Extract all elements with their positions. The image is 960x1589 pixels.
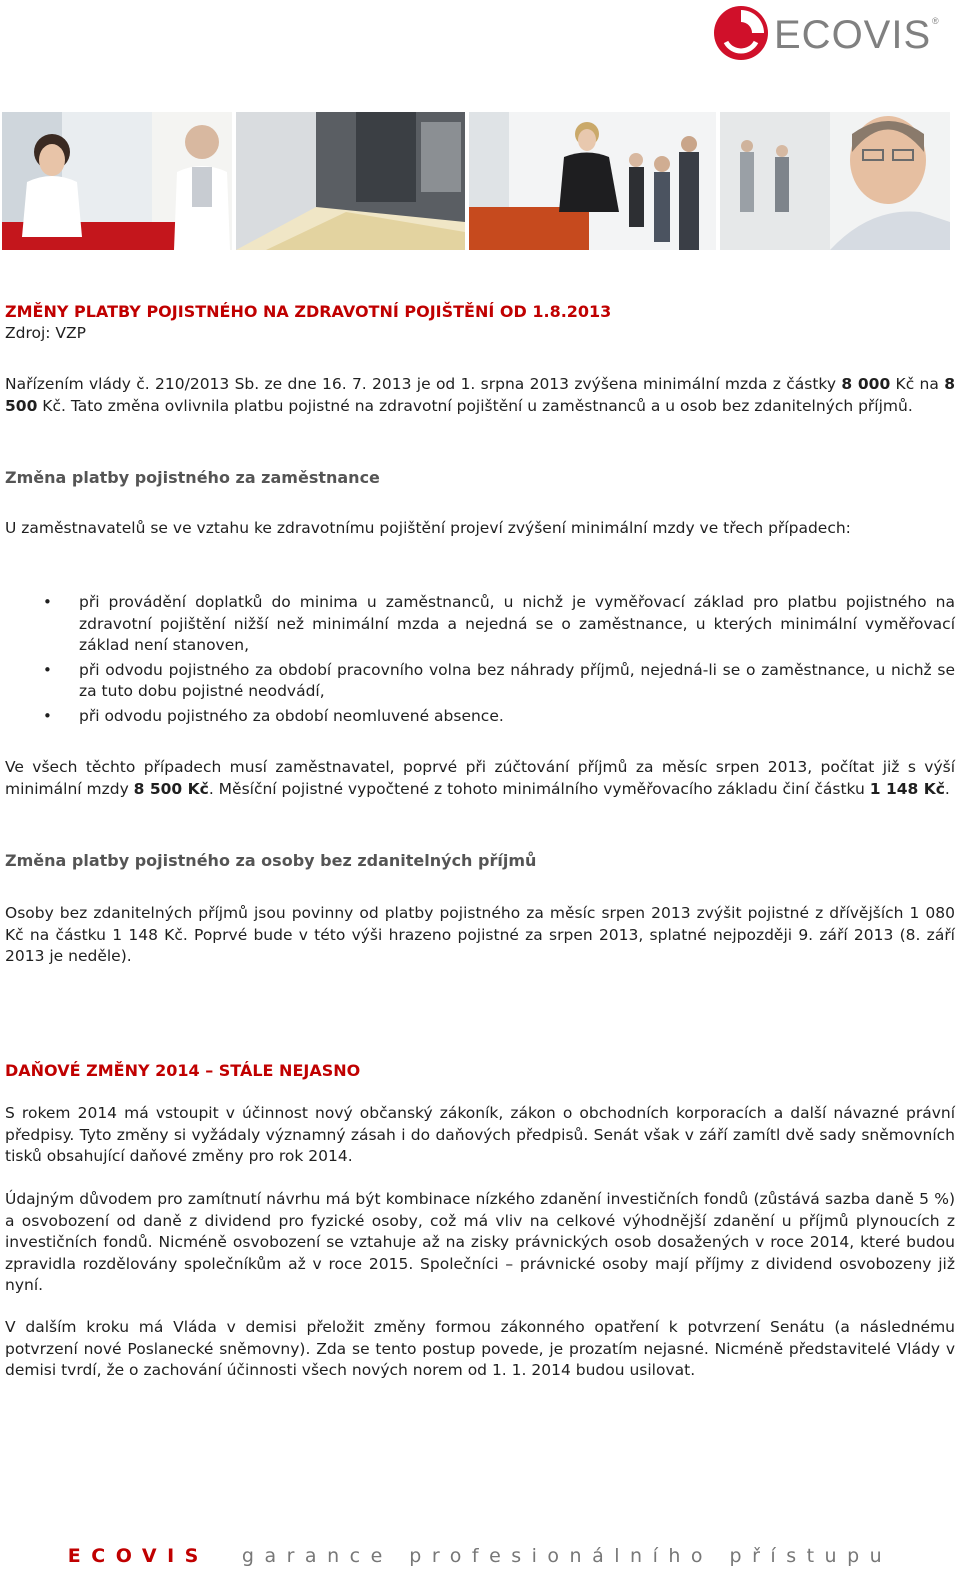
closing-text xyxy=(5,757,955,800)
closing-text-part: Ve všech těchto případech musí zaměstnavatel, poprvé při zúčtování příjmů za měsíc srpen 2013, počítat již s výší minimální mzdy xyxy=(5,758,955,798)
section-heading: Změna platby pojistného za osoby bez zdanitelných příjmů xyxy=(5,851,537,870)
intro-text-part: Nařízením vlády č. 210/2013 Sb. ze dne 16. 7. 2013 je od 1. srpna 2013 zvýšena minimální mzda z částky xyxy=(5,375,842,393)
paragraph-text: V dalším kroku má Vláda v demisi přeložit změny formou zákonného opatření k potvrzení Senátu (a následnému potvrzení nové Poslanecké sněmovny). Zda se tento postup povede, je prozatím nejasné. Nicméně představitelé Vlády v demisi tvrdí, že o zachování účinnosti všech nových norem od 1. 1. 2014 budou usilovat. xyxy=(5,1318,955,1379)
paragraph-text: S rokem 2014 má vstoupit v účinnost nový občanský zákoník, zákon o obchodních korporacích a další návazné právní předpisy. Tyto změny si vyžádaly významný zásah i do daňových předpisů. Senát však v září zamítl dvě sady sněmovních tisků obsahující daňové změny pro rok 2014. xyxy=(5,1104,955,1165)
bullet-dot-icon: • xyxy=(43,660,52,679)
section-employees xyxy=(5,467,955,489)
tax-paragraph-2 xyxy=(5,1189,955,1297)
closing-text-part: . Měsíční pojistné vypočtené z tohoto minimálního vyměřovacího základu činí částku xyxy=(208,779,870,798)
tax-paragraph-1 xyxy=(5,1103,955,1168)
svg-text:®: ® xyxy=(932,16,939,26)
section-intro-text: U zaměstnavatelů se ve vztahu ke zdravotnímu pojištění projeví zvýšení minimální mzdy ve třech případech: xyxy=(5,519,851,537)
footer-slogan-text: garance profesionálního přístupu xyxy=(241,1545,893,1567)
bullet-text: při odvodu pojistného za období neomluvené absence. xyxy=(79,706,504,725)
section-no-income-text xyxy=(5,903,955,968)
bullet-text: při provádění doplatků do minima u zaměstnanců, u nichž je vyměřovací základ pro platbu pojistného na zdravotní pojištění nižší než minimální mzda a nejedná se o zaměstnance, u kterých minimální vyměřovací základ není stanoven, xyxy=(79,593,955,654)
section-employees-intro xyxy=(5,518,955,540)
ecovis-logo xyxy=(708,2,948,64)
intro-text-part: Kč. Tato změna ovlivnila platbu pojistné na zdravotní pojištění u zaměstnanců a u osob bez zdanitelných příjmů. xyxy=(37,396,913,415)
section-no-income xyxy=(5,850,955,872)
closing-text-part: . xyxy=(944,779,950,798)
section-employees-close xyxy=(5,757,955,800)
new-wage-amount: 8 500 xyxy=(5,375,955,415)
photo-banner xyxy=(2,112,950,250)
article-title: ZMĚNY PLATBY POJISTNÉHO NA ZDRAVOTNÍ POJIŠTĚNÍ OD 1.8.2013 xyxy=(5,302,612,321)
bullet-text: při odvodu pojistného za období pracovního volna bez náhrady příjmů, nejedná-li se o zaměstnance, u nichž se za tuto dobu pojistné neodvádí, xyxy=(79,660,955,700)
section-text: Osoby bez zdanitelných příjmů jsou povinny od platby pojistného za měsíc srpen 2013 zvýšit pojistné z dřívějších 1 080 Kč na částku 1 148 Kč. Poprvé bude v této výši hrazeno pojistné za srpen 2013, splatné nejpozději 9. září 2013 (8. září 2013 je neděle). xyxy=(5,904,955,965)
svg-text:ECOVIS: ECOVIS xyxy=(774,13,932,57)
people-photo-4 xyxy=(720,112,950,250)
old-wage-amount: 8 000 xyxy=(841,375,891,393)
people-photo-1 xyxy=(2,112,232,250)
tax-paragraph-3 xyxy=(5,1317,955,1382)
intro-text xyxy=(5,374,955,417)
intro-text-part: Kč na xyxy=(890,375,945,393)
bullet-item xyxy=(5,706,955,728)
bullet-list xyxy=(5,592,955,727)
footer-slogan xyxy=(0,1545,960,1567)
section-heading: Změna platby pojistného za zaměstnance xyxy=(5,468,380,487)
people-photo-3 xyxy=(469,112,716,250)
wage-amount: 8 500 Kč xyxy=(133,779,209,798)
premium-amount: 1 148 Kč xyxy=(869,779,945,798)
people-photo-2 xyxy=(236,112,465,250)
bullet-item xyxy=(5,660,955,703)
bullet-dot-icon: • xyxy=(43,593,52,611)
article-tax-changes xyxy=(5,1060,955,1082)
source-line: Zdroj: VZP xyxy=(5,323,86,342)
case-list xyxy=(5,592,955,730)
footer-brand: ECOVIS xyxy=(67,1545,209,1567)
intro-paragraph xyxy=(5,374,955,417)
paragraph-text: Údajným důvodem pro zamítnutí návrhu má být kombinace nízkého zdanění investičních fondů (zůstává sazba daně 5 %) a osvobození od daně z dividend pro fyzické osoby, což má vliv na celkové výhodnější zdanění u příjmů plynoucích z investičních fondů. Nicméně osvobození se vztahuje až na zisky právnických osob dosažených v roce 2014, které budou zpravidla rozdělovány společníkům až v roce 2015. Společníci – právnické osoby mají příjmy z dividend osvobozeny již nyní. xyxy=(5,1190,955,1294)
bullet-item xyxy=(5,592,955,657)
article-title: DAŇOVÉ ZMĚNY 2014 – STÁLE NEJASNO xyxy=(5,1061,361,1080)
article-min-wage xyxy=(5,301,955,344)
bullet-dot-icon: • xyxy=(43,706,52,725)
